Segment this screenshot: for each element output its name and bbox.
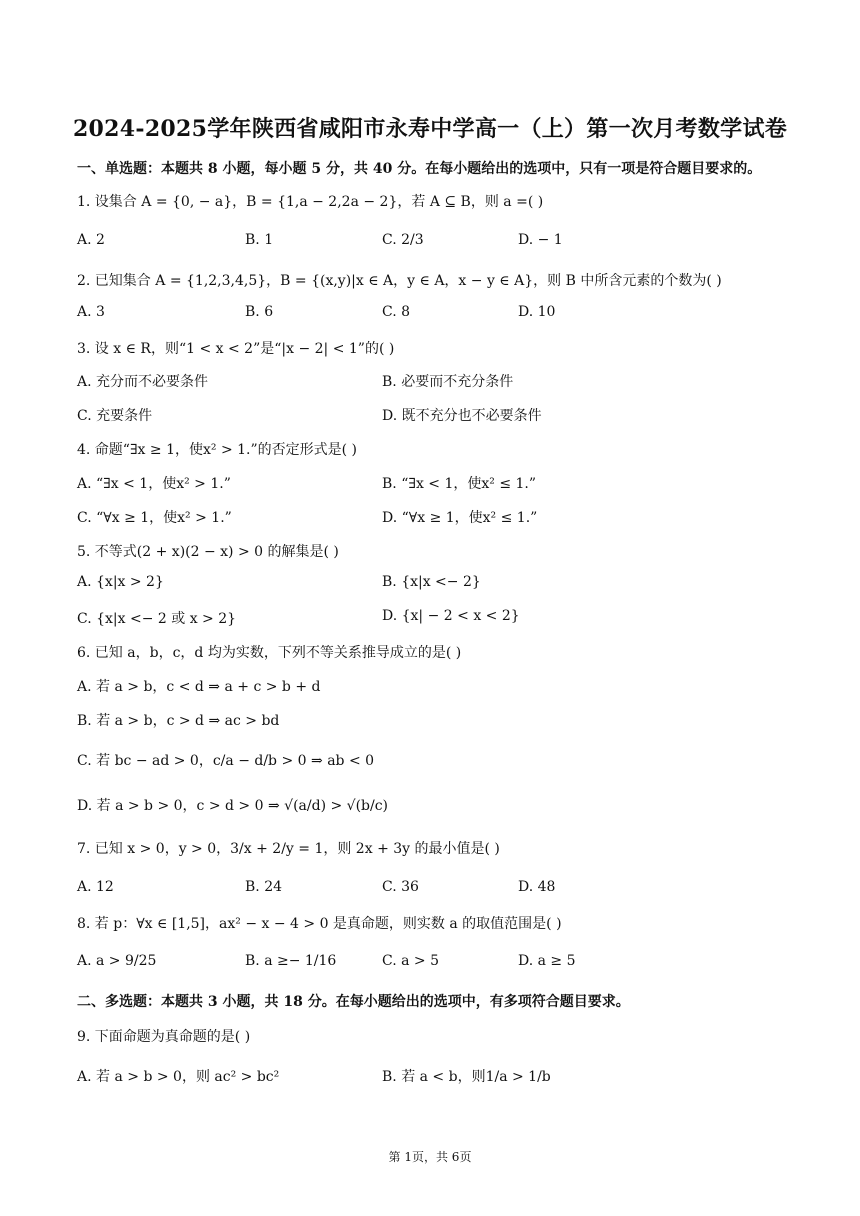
question-7-stem: 7. 已知 x > 0，y > 0，3/x + 2/y = 1，则 2x + 3y 的最小值是( ) — [77, 841, 500, 857]
q8-option-b: B. a ≥− 1/16 — [245, 953, 337, 969]
question-4-stem: 4. 命题“∃x ≥ 1，使x² > 1.”的否定形式是( ) — [77, 442, 358, 458]
question-5-stem: 5. 不等式(2 + x)(2 − x) > 0 的解集是( ) — [77, 544, 339, 560]
q1-option-c: C. 2/3 — [382, 232, 424, 248]
q7-option-b: B. 24 — [245, 879, 283, 895]
q9-option-b: B. 若 a < b，则1/a > 1/b — [382, 1069, 551, 1085]
q4-option-b: B. “∃x < 1，使x² ≤ 1.” — [382, 476, 537, 492]
question-2-stem: 2. 已知集合 A = {1,2,3,4,5}，B = {(x,y)|x ∈ A，y ∈ A，x − y ∈ A}，则 B 中所含元素的个数为( ) — [77, 273, 722, 289]
q1-option-d: D. − 1 — [518, 232, 563, 248]
q6-option-d: D. 若 a > b > 0，c > d > 0 ⇒ √(a/d) > √(b/c) — [77, 798, 389, 814]
q7-option-c: C. 36 — [382, 879, 419, 895]
question-8-stem: 8. 若 p：∀x ∈ [1,5]，ax² − x − 4 > 0 是真命题，则实数 a 的取值范围是( ) — [77, 916, 562, 932]
q1-option-a: A. 2 — [77, 232, 105, 248]
q8-option-a: A. a > 9/25 — [77, 953, 157, 969]
q4-option-c: C. “∀x ≥ 1，使x² > 1.” — [77, 510, 232, 526]
q3-option-c: C. 充要条件 — [77, 408, 153, 424]
q3-option-b: B. 必要而不充分条件 — [382, 374, 514, 390]
q3-option-d: D. 既不充分也不必要条件 — [382, 408, 542, 424]
q5-option-b: B. {x|x <− 2} — [382, 574, 481, 590]
q4-option-d: D. “∀x ≥ 1，使x² ≤ 1.” — [382, 510, 538, 526]
q8-option-c: C. a > 5 — [382, 953, 439, 969]
question-1-stem: 1. 设集合 A = {0, − a}，B = {1,a − 2,2a − 2}，若 A ⊆ B，则 a =( ) — [77, 194, 544, 210]
q6-option-c: C. 若 bc − ad > 0，c/a − d/b > 0 ⇒ ab < 0 — [77, 753, 375, 769]
q4-option-a: A. “∃x < 1，使x² > 1.” — [77, 476, 231, 492]
q2-option-d: D. 10 — [518, 304, 556, 320]
section-heading-multiple-choice: 二、多选题：本题共 3 小题，共 18 分。在每小题给出的选项中，有多项符合题目要求。 — [77, 994, 630, 1010]
q5-option-d: D. {x| − 2 < x < 2} — [382, 608, 520, 624]
question-3-stem: 3. 设 x ∈ R，则“1 < x < 2”是“|x − 2| < 1”的( ) — [77, 341, 395, 357]
q9-option-a: A. 若 a > b > 0，则 ac² > bc² — [77, 1069, 280, 1085]
question-9-stem: 9. 下面命题为真命题的是( ) — [77, 1029, 251, 1045]
page-title: 2024-2025学年陕西省咸阳市永寿中学高一（上）第一次月考数学试卷 — [72, 116, 788, 142]
q2-option-a: A. 3 — [77, 304, 105, 320]
q6-option-b: B. 若 a > b，c > d ⇒ ac > bd — [77, 713, 280, 729]
page-footer: 第 1页，共 6页 — [388, 1150, 472, 1164]
q5-option-a: A. {x|x > 2} — [77, 574, 164, 590]
q7-option-d: D. 48 — [518, 879, 556, 895]
q8-option-d: D. a ≥ 5 — [518, 953, 576, 969]
q7-option-a: A. 12 — [77, 879, 114, 895]
section-heading-single-choice: 一、单选题：本题共 8 小题，每小题 5 分，共 40 分。在每小题给出的选项中，只有一项是符合题目要求的。 — [77, 161, 762, 177]
q1-option-b: B. 1 — [245, 232, 274, 248]
q2-option-c: C. 8 — [382, 304, 411, 320]
question-6-stem: 6. 已知 a，b，c，d 均为实数，下列不等关系推导成立的是( ) — [77, 645, 462, 661]
q2-option-b: B. 6 — [245, 304, 274, 320]
q5-option-c: C. {x|x <− 2 或 x > 2} — [77, 611, 237, 627]
q6-option-a: A. 若 a > b，c < d ⇒ a + c > b + d — [77, 679, 321, 695]
q3-option-a: A. 充分而不必要条件 — [77, 374, 209, 390]
